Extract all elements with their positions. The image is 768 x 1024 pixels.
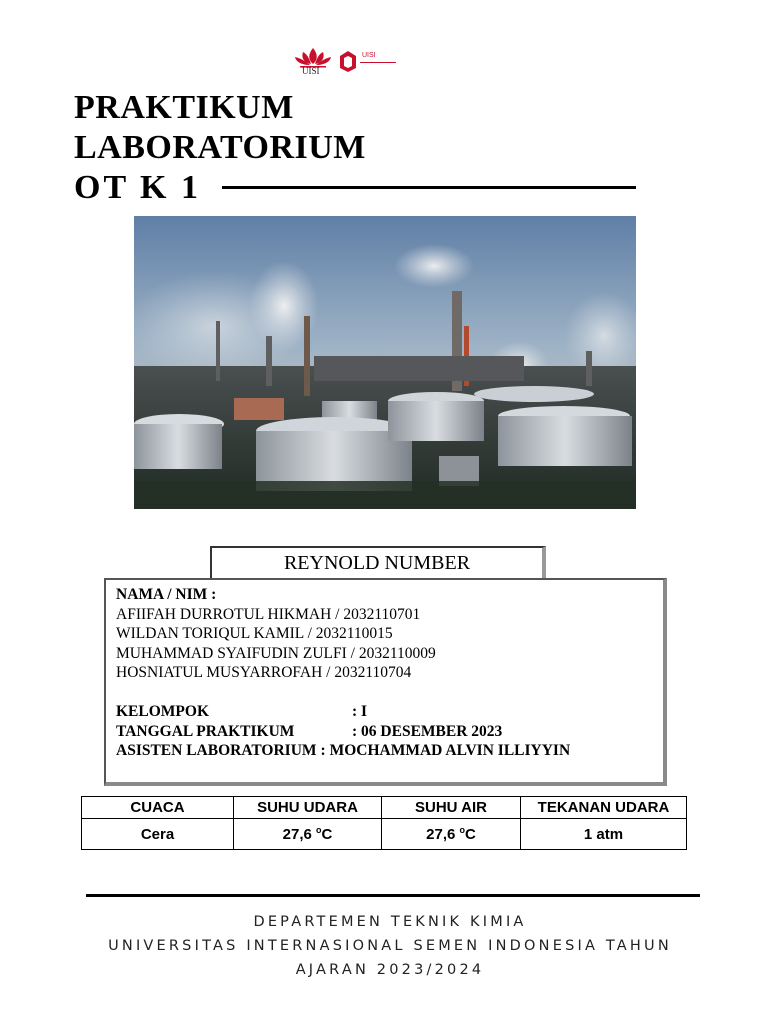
detail-label: KELOMPOK: [116, 703, 209, 720]
detail-value: : MOCHAMMAD ALVIN ILLIYYIN: [320, 742, 571, 759]
detail-label: TANGGAL PRAKTIKUM: [116, 722, 295, 740]
member-name: HOSNIATUL MUSYARROFAH / 2032110704: [116, 664, 412, 681]
footer-line-1: DEPARTEMEN TEKNIK KIMIA: [253, 914, 527, 930]
title-line-1: PRAKTIKUM: [74, 89, 294, 126]
member-name: AFIIFAH DURROTUL HIKMAH / 2032110701: [116, 605, 421, 623]
detail-label: ASISTEN LABORATORIUM: [116, 742, 317, 759]
document-title: [74, 88, 366, 208]
member-name: MUHAMMAD SYAIFUDIN ZULFI / 2032110009: [116, 644, 436, 662]
title-divider: [222, 186, 636, 189]
detail-value: : 06 DESEMBER 2023: [352, 722, 503, 740]
detail-row-asisten: [116, 741, 653, 761]
title-line-2: LABORATORIUM: [74, 129, 366, 166]
table-cell: Cera: [82, 819, 234, 850]
detail-row-tanggal: [116, 722, 653, 742]
experiment-title-box: [210, 546, 546, 580]
table-cell: 1 atm: [521, 819, 687, 850]
university-logo: [290, 44, 400, 78]
footer-divider: [86, 894, 700, 897]
members-header: NAMA / NIM :: [116, 586, 217, 603]
table-header: CUACA: [82, 797, 234, 819]
conditions-table: [81, 796, 687, 850]
detail-row-kelompok: [116, 702, 653, 722]
table-row: [82, 819, 687, 850]
table-header: SUHU AIR: [382, 797, 521, 819]
table-cell: 27,6 $^o$C: [234, 819, 382, 850]
title-line-3: OT K 1: [74, 169, 201, 206]
table-cell: 27,6 $^o$C: [382, 819, 521, 850]
table-header: TEKANAN UDARA: [521, 797, 687, 819]
footer-line-3: AJARAN 2023/2024: [295, 962, 485, 978]
logo-right-text: UISI: [362, 52, 376, 59]
table-header: SUHU UDARA: [234, 797, 382, 819]
footer-line-2: UNIVERSITAS INTERNASIONAL SEMEN INDONESIA TAHUN: [108, 938, 672, 954]
experiment-title: REYNOLD NUMBER: [283, 551, 471, 574]
table-header-row: [82, 797, 687, 819]
footer: [70, 910, 710, 982]
detail-value: : I: [352, 703, 368, 720]
group-info-box: [104, 578, 667, 786]
refinery-photo: [134, 216, 636, 509]
logo-left-text: UISI: [302, 66, 320, 76]
member-name: WILDAN TORIQUL KAMIL / 2032110015: [116, 625, 393, 642]
